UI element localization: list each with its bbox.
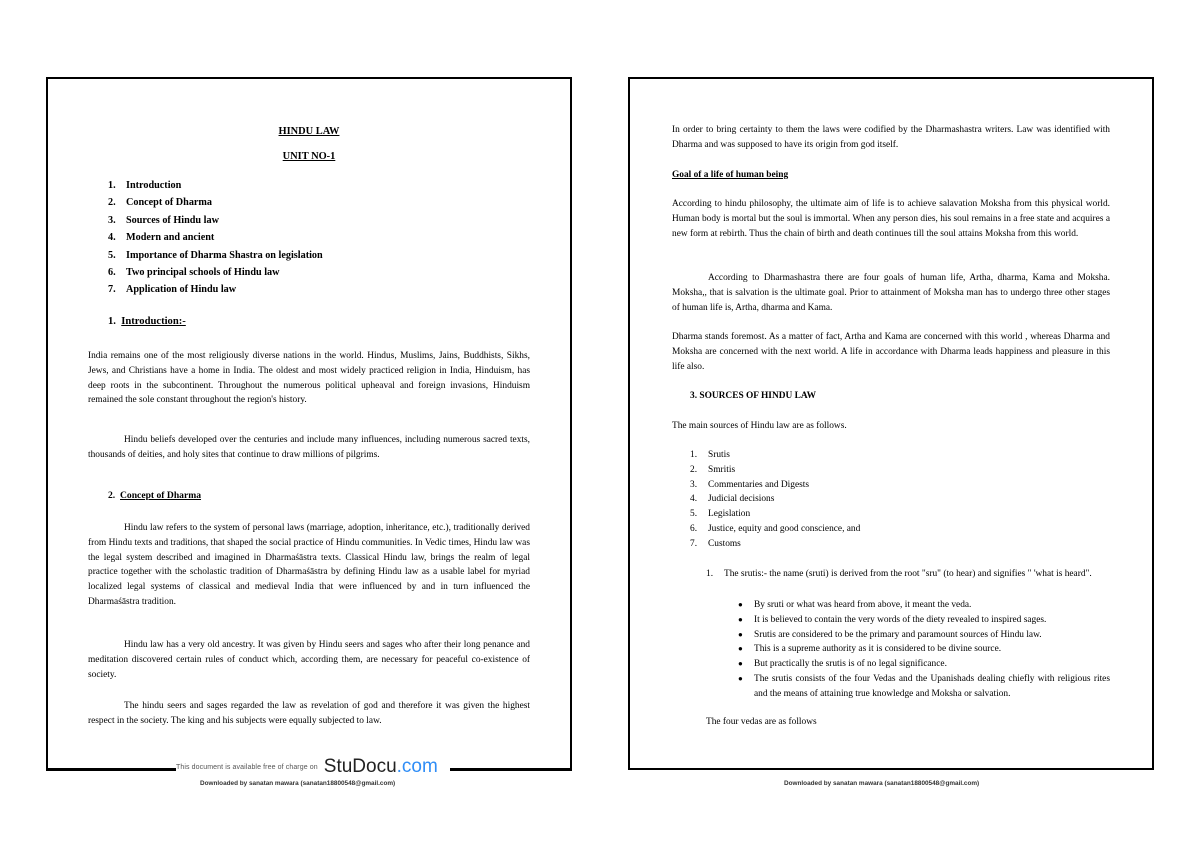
- right-intro-paragraph: In order to bring certainty to them the laws were codified by the Dharmashastra writers. Law was identified with Dharma and was supposed to have its origin from god itself.: [672, 125, 1110, 150]
- list-item: 1. Srutis: [690, 450, 730, 460]
- sources-heading: 3. SOURCES OF HINDU LAW: [690, 391, 816, 401]
- sources-list: [690, 448, 1110, 552]
- footer-rule-right: [450, 768, 572, 771]
- goal-paragraph-1: According to hindu philosophy, the ultimate aim of life is to achieve salavation Moksha from this physical world. Human body is mortal but the soul is immortal. When any person dies, his soul remains in a free state and acquires a new form at rebirth. Thus the chain of birth and death continues till the soul attains Moksha from this world.: [672, 199, 1110, 239]
- download-notice-right: Downloaded by sanatan mawara (sanatan18800548@gmail.com): [784, 780, 980, 787]
- toc-item: 3. Sources of Hindu law: [108, 214, 219, 226]
- list-item: 5. Legislation: [690, 509, 751, 520]
- srutis-bullets: [734, 598, 1110, 702]
- document-page-right: [628, 77, 1154, 770]
- studocu-banner[interactable]: [176, 756, 450, 778]
- unit-title: UNIT NO-1: [282, 151, 336, 162]
- goal-paragraph-3: Dharma stands foremost. As a matter of fact, Artha and Kama are concerned with this world , whereas Dharma and Moksha are concerned with the next world. A life in accordance with Dharma leads happiness and pleasure in this life also.: [672, 332, 1110, 372]
- goal-paragraph-2: According to Dharmashastra there are four goals of human life, Artha, dharma, Kama and Moksha. Moksha,, that is salvation is the ultimate goal. Prior to attainment of Moksha man has to undergo three other stages of human life is, Artha, dharma and Kama.: [672, 273, 1110, 313]
- dharma-paragraph-1: Hindu law refers to the system of personal laws (marriage, adoption, inheritance, etc.), traditionally derived from Hindu texts and traditions, that shaped the social practice of Hindu communities. In Vedic times, Hindu law was the legal system described and imagined in Dharmaśāstra texts. Classical Hindu law, brings the realm of legal practice together with the scholastic tradition of Dharmaśāstra by defining Hindu law as a usable label for myriad localized legal systems of classical and medieval India that were influenced by and in turn influenced the Dharmaśāstra tradition.: [88, 523, 530, 607]
- toc-item: 7. Application of Hindu law: [108, 284, 237, 296]
- section-intro-heading: 1. Introduction:-: [108, 316, 186, 327]
- toc-item: 6. Two principal schools of Hindu law: [108, 267, 280, 279]
- dharma-paragraph-3: The hindu seers and sages regarded the law as revelation of god and therefore it was given the highest respect in the society. The king and his subjects were equally subjected to law.: [88, 701, 530, 726]
- doc-title: HINDU LAW: [278, 126, 340, 137]
- section-dharma-heading: 2. Concept of Dharma: [108, 490, 202, 501]
- dharma-paragraph-2: Hindu law has a very old ancestry. It was given by Hindu seers and sages who after their long penance and meditation discovered certain rules of conduct which, according them, are necessary for peaceful co-existence of society.: [88, 640, 530, 680]
- four-vedas-text: The four vedas are as follows: [706, 717, 817, 727]
- toc-item: 5. Importance of Dharma Shastra on legislation: [108, 249, 323, 261]
- srutis-item: 1. The srutis:- the name (sruti) is derived from the root "sru" (to hear) and signifies " 'what is heard".: [706, 569, 1092, 579]
- document-page-left: [46, 77, 572, 770]
- bullet-item: ● This is a supreme authority as it is considered to be divine source.: [738, 644, 1002, 655]
- bullet-item: ● But practically the srutis is of no legal significance.: [738, 659, 947, 670]
- footer-rule-left: [46, 768, 176, 771]
- available-text: This document is available free of charge on: [176, 763, 318, 771]
- bullet-item: ● By sruti or what was heard from above, it meant the veda.: [738, 600, 972, 610]
- sources-intro: The main sources of Hindu law are as follows.: [672, 421, 847, 431]
- list-item: 2. Smritis: [690, 464, 736, 475]
- download-notice-left: Downloaded by sanatan mawara (sanatan18800548@gmail.com): [200, 780, 396, 787]
- bullet-item: ● Srutis are considered to be the primary and paramount sources of Hindu law.: [738, 629, 1042, 640]
- intro-paragraph-1: India remains one of the most religiously diverse nations in the world. Hindus, Muslims, Jains, Buddhists, Sikhs, Jews, and Christians have a home in India. The oldest and most widely practiced religion in India, Hinduism, has deep roots in the subcontinent. Throughout the numerous political upheaval and foreign invasions, Hinduism remained the sole constant throughout the region's history.: [88, 351, 530, 406]
- list-item: 4. Judicial decisions: [690, 494, 775, 505]
- toc-item: 2. Concept of Dharma: [108, 197, 213, 209]
- list-item: 6. Justice, equity and good conscience, and: [690, 523, 861, 534]
- toc-item: 1. Introduction: [108, 180, 182, 191]
- list-item: 7. Customs: [690, 538, 741, 549]
- bullet-item: ● It is believed to contain the very words of the diety revealed to inspired sages.: [738, 614, 1047, 625]
- list-item: 3. Commentaries and Digests: [690, 479, 810, 490]
- goal-heading: Goal of a life of human being: [672, 170, 789, 180]
- table-of-contents: [108, 177, 530, 299]
- intro-paragraph-2: Hindu beliefs developed over the centuries and include many influences, including numerous sacred texts, thousands of deities, and holy sites that continue to draw millions of pilgrims.: [88, 435, 530, 460]
- toc-item: 4. Modern and ancient: [108, 232, 215, 244]
- bullet-item: ● The srutis consists of the four Vedas and the Upanishads dealing chiefly with religious rites and the means of attaining true knowledge and Moksha or salvation.: [738, 673, 1110, 699]
- studocu-logo[interactable]: StuDocu.com: [323, 756, 438, 777]
